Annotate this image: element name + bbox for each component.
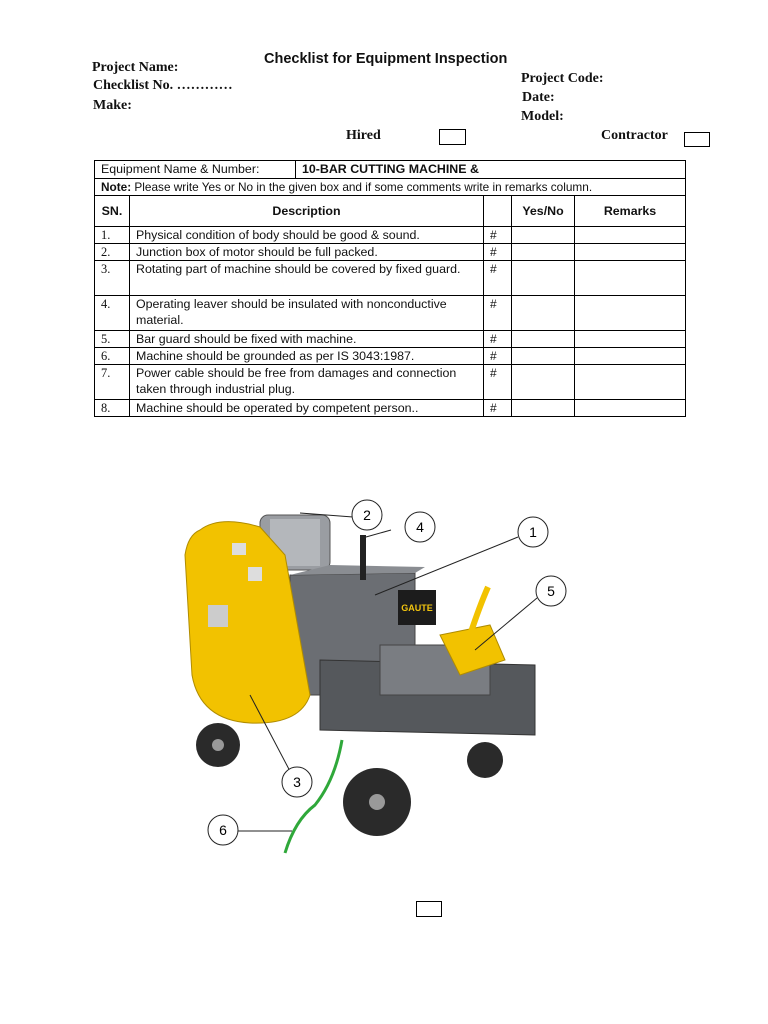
table-row [95,227,686,244]
row-description: Junction box of motor should be full packed. [130,244,484,261]
callout-4 [405,512,435,542]
table-row [95,261,686,296]
callout-line-1 [375,537,518,595]
row-remarks-cell[interactable] [575,227,686,244]
row-mark: # [484,331,512,348]
guard-label-3 [208,605,228,627]
row-mark: # [484,227,512,244]
contractor-checkbox[interactable] [684,132,710,147]
row-yes-no-cell[interactable] [512,244,575,261]
table-row [95,244,686,261]
row-mark: # [484,296,512,331]
row-mark: # [484,244,512,261]
row-sn: 4. [95,296,130,331]
note-row [95,179,686,196]
row-mark: # [484,261,512,296]
guard-label-2 [248,567,262,581]
row-remarks-cell[interactable] [575,348,686,365]
row-mark: # [484,365,512,400]
row-description: Physical condition of body should be good & sound. [130,227,484,244]
note-text: Please write Yes or No in the given box and if some comments write in remarks column. [131,180,593,194]
row-description: Rotating part of machine should be covered by fixed guard. [130,261,484,296]
col-description: Description [130,196,484,227]
wheel-right-hub [369,794,385,810]
inspection-table [94,160,686,417]
row-description: Machine should be operated by competent person.. [130,400,484,417]
bar-cutting-machine-figure [170,495,570,865]
row-mark: # [484,348,512,365]
project-code-label: Project Code: [521,71,604,86]
row-yes-no-cell[interactable] [512,365,575,400]
row-yes-no-cell[interactable] [512,261,575,296]
table-row [95,348,686,365]
row-description: Bar guard should be fixed with machine. [130,331,484,348]
col-remarks: Remarks [575,196,686,227]
row-yes-no-cell[interactable] [512,331,575,348]
callout-line-5 [475,598,537,650]
row-description: Machine should be grounded as per IS 3043:1987. [130,348,484,365]
col-yes-no: Yes/No [512,196,575,227]
callout-4-number: 4 [416,519,424,535]
row-yes-no-cell[interactable] [512,400,575,417]
hired-checkbox[interactable] [439,129,466,145]
row-remarks-cell[interactable] [575,244,686,261]
checklist-no-label: Checklist No. ………… [93,78,233,93]
equipment-row [95,161,686,179]
row-sn: 2. [95,244,130,261]
column-header-row [95,196,686,227]
row-sn: 3. [95,261,130,296]
table-row [95,400,686,417]
callout-5-number: 5 [547,583,555,599]
callout-2-number: 2 [363,507,371,523]
row-remarks-cell[interactable] [575,400,686,417]
callout-line-4 [366,530,391,537]
row-remarks-cell[interactable] [575,365,686,400]
equipment-name-label: Equipment Name & Number: [95,161,296,179]
row-sn: 1. [95,227,130,244]
doc-title: Checklist for Equipment Inspection [264,51,508,67]
row-sn: 5. [95,331,130,348]
row-yes-no-cell[interactable] [512,296,575,331]
checklist-rows [95,227,686,417]
row-description: Power cable should be free from damages and connection taken through industrial plug. [130,365,484,400]
row-remarks-cell[interactable] [575,296,686,331]
table-row [95,365,686,400]
row-yes-no-cell[interactable] [512,348,575,365]
callout-1 [518,517,548,547]
callout-6 [208,815,238,845]
callout-2 [352,500,382,530]
signature-checkbox[interactable] [416,901,442,917]
brand-text: GAUTE [401,603,433,613]
row-sn: 7. [95,365,130,400]
table-row [95,296,686,331]
row-remarks-cell[interactable] [575,261,686,296]
equipment-name-value[interactable]: 10-BAR CUTTING MACHINE & [296,161,686,179]
make-label: Make: [93,98,132,113]
row-remarks-cell[interactable] [575,331,686,348]
project-name-label: Project Name: [92,60,179,75]
row-sn: 8. [95,400,130,417]
col-mark [484,196,512,227]
note-cell [95,179,686,196]
model-label: Model: [521,109,564,124]
callout-3 [282,767,312,797]
callout-1-number: 1 [529,524,537,540]
callout-6-number: 6 [219,822,227,838]
callout-3-number: 3 [293,774,301,790]
wheel-rear [467,742,503,778]
table-row [95,331,686,348]
contractor-label: Contractor [601,128,668,143]
date-label: Date: [522,90,555,105]
row-yes-no-cell[interactable] [512,227,575,244]
note-label: Note: [101,180,132,194]
row-mark: # [484,400,512,417]
operating-lever [360,535,366,580]
row-sn: 6. [95,348,130,365]
wheel-left-hub [212,739,224,751]
hired-label: Hired [346,128,381,143]
callout-5 [536,576,566,606]
guard-label-1 [232,543,246,555]
row-description: Operating leaver should be insulated with nonconductive material. [130,296,484,331]
col-sn: SN. [95,196,130,227]
